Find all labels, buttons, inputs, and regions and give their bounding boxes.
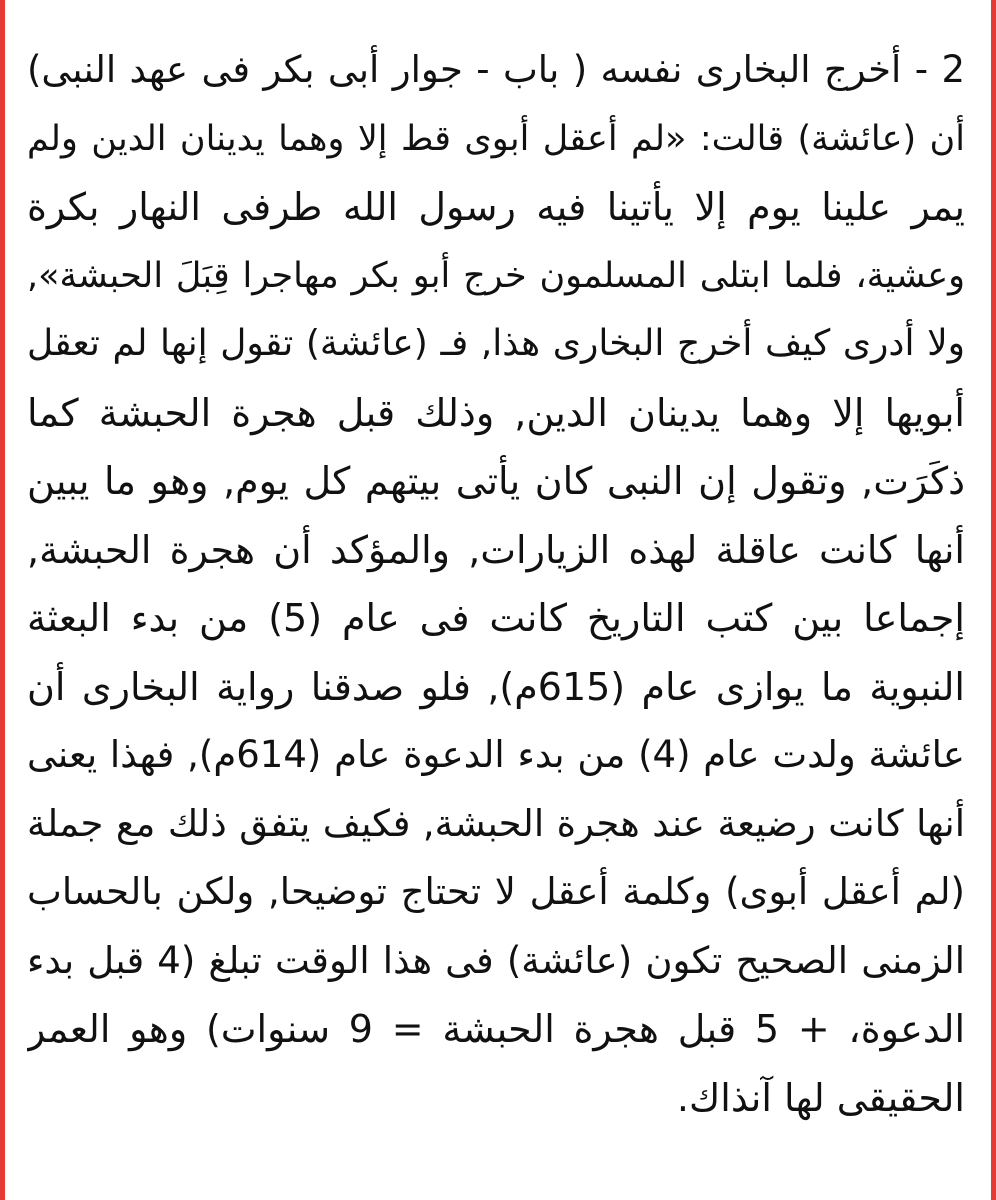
text-line: النبوية ما يوازى عام (615م), فلو صدقنا رواية البخارى أن <box>27 664 965 709</box>
text-line: 2 - أخرج البخارى نفسه ( باب - جوار أبى بكر فى عهد النبى) <box>27 48 965 91</box>
text-line: أن (عائشة) قالت: «لم أعقل أبوى قط إلا وهما يدينان الدين ولم <box>27 118 965 159</box>
right-red-border <box>991 0 996 1200</box>
text-line: إجماعا بين كتب التاريخ كانت فى عام (5) من بدء البعثة <box>27 596 965 640</box>
document-body <box>27 36 965 1132</box>
text-line: وعشية، فلما ابتلى المسلمون خرج أبو بكر مهاجرا قِبَلَ الحبشة», <box>27 255 965 296</box>
text-line: ذكَرَت, وتقول إن النبى كان يأتى بيتهم كل يوم, وهو ما يبين <box>27 459 965 503</box>
text-line: الدعوة، + 5 قبل هجرة الحبشة = 9 سنوات) وهو العمر <box>27 1007 965 1051</box>
text-line: الزمنى الصحيح تكون (عائشة) فى هذا الوقت تبلغ (4 قبل بدء <box>27 938 965 982</box>
text-line: أنها كانت عاقلة لهذه الزيارات, والمؤكد أن هجرة الحبشة, <box>27 527 965 572</box>
text-line: أبويها إلا وهما يدينان الدين, وذلك قبل هجرة الحبشة كما <box>27 390 965 435</box>
text-line: (لم أعقل أبوى) وكلمة أعقل لا تحتاج توضيحا, ولكن بالحساب <box>27 870 965 913</box>
document-page <box>5 0 991 1200</box>
text-line: عائشة ولدت عام (4) من بدء الدعوة عام (614م), فهذا يعنى <box>27 733 965 776</box>
text-line: يمر علينا يوم إلا يأتينا فيه رسول الله طرفى النهار بكرة <box>27 185 965 229</box>
text-line: ولا أدرى كيف أخرج البخارى هذا, فـ (عائشة) تقول إنها لم تعقل <box>27 323 965 364</box>
text-line-last: الحقيقى لها آنذاك. <box>676 1075 965 1120</box>
text-line: أنها كانت رضيعة عند هجرة الحبشة, فكيف يتفق ذلك مع جملة <box>27 801 965 845</box>
